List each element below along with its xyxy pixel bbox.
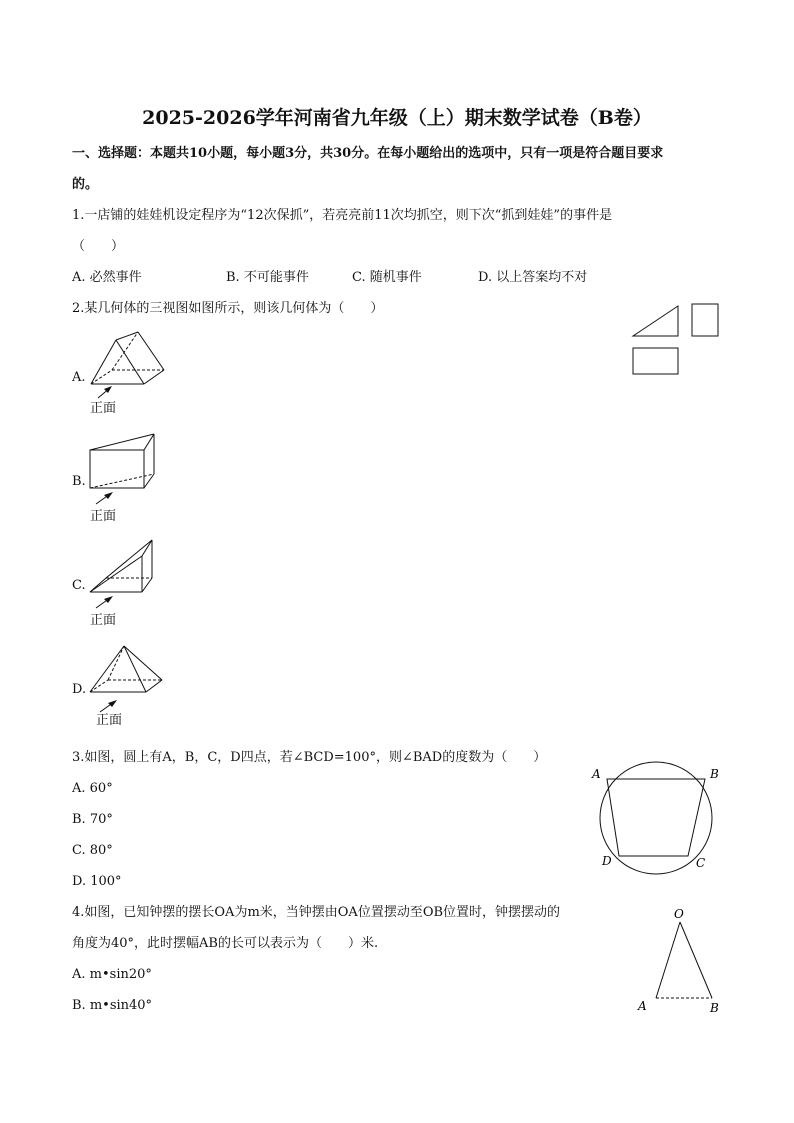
section-heading-line2: 的。: [72, 177, 99, 192]
q2-option-d-figure[interactable]: [86, 640, 176, 720]
q1-option-c[interactable]: C. 随机事件: [352, 270, 422, 285]
q4-label-o: O: [674, 907, 684, 921]
q3-label-a: A: [592, 767, 601, 781]
q3-label-c: C: [696, 856, 706, 870]
q2-option-c-front-label: 正面: [90, 613, 117, 628]
q3-stem: 3.如图，圆上有A，B，C，D四点，若∠BCD=100°，则∠BAD的度数为（ ）: [72, 750, 547, 765]
q1-stem-line2: （ ）: [72, 239, 125, 254]
q1-option-d[interactable]: D. 以上答案均不对: [478, 270, 588, 285]
q2-stem: 2.某几何体的三视图如图所示，则该几何体为（ ）: [72, 301, 384, 316]
q3-option-b[interactable]: B. 70°: [72, 812, 113, 827]
q2-option-c-letter[interactable]: C.: [72, 578, 86, 593]
q3-label-b: B: [710, 767, 719, 781]
q2-option-d-letter[interactable]: D.: [72, 682, 87, 697]
q3-option-d[interactable]: D. 100°: [72, 874, 122, 889]
side-view-rect: [692, 304, 718, 336]
q1-stem-line1: 1.一店铺的娃娃机设定程序为“12次保抓”，若亮亮前11次均抓空，则下次“抓到娃娃”的事件是: [72, 208, 613, 223]
q2-option-a-letter[interactable]: A.: [72, 370, 86, 385]
q3-label-d: D: [602, 854, 612, 868]
q2-option-a-figure[interactable]: [86, 330, 176, 400]
q2-option-b-figure[interactable]: [86, 432, 166, 512]
q2-option-d-front-label: 正面: [96, 713, 123, 728]
q1-option-a[interactable]: A. 必然事件: [72, 270, 142, 285]
q3-option-c[interactable]: C. 80°: [72, 843, 113, 858]
q3-circle-figure: [586, 760, 726, 878]
q4-option-b[interactable]: B. m•sin40°: [72, 998, 153, 1013]
q4-label-b: B: [710, 1001, 719, 1015]
three-views-figure: [628, 300, 728, 380]
q4-pendulum-figure: [630, 904, 730, 1016]
front-view-triangle: [633, 306, 678, 336]
top-view-rect: [633, 348, 678, 374]
q2-option-c-figure[interactable]: [86, 536, 166, 616]
q2-option-b-letter[interactable]: B.: [72, 474, 86, 489]
q1-option-b[interactable]: B. 不可能事件: [226, 270, 309, 285]
page-title: 2025-2026学年河南省九年级（上）期末数学试卷（B卷）: [142, 107, 652, 129]
q2-option-a-front-label: 正面: [90, 401, 117, 416]
q2-option-b-front-label: 正面: [90, 509, 117, 524]
section-heading-line1: 一、选择题：本题共10小题，每小题3分，共30分。在每小题给出的选项中，只有一项是符合题目要求: [72, 146, 664, 161]
q4-label-a: A: [638, 999, 647, 1013]
q4-stem-line1: 4.如图，已知钟摆的摆长OA为m米，当钟摆由OA位置摆动至OB位置时，钟摆摆动的: [72, 905, 561, 920]
q3-option-a[interactable]: A. 60°: [72, 781, 113, 796]
q4-option-a[interactable]: A. m•sin20°: [72, 967, 152, 982]
q4-stem-line2: 角度为40°，此时摆幅AB的长可以表示为（ ）米.: [72, 936, 379, 951]
